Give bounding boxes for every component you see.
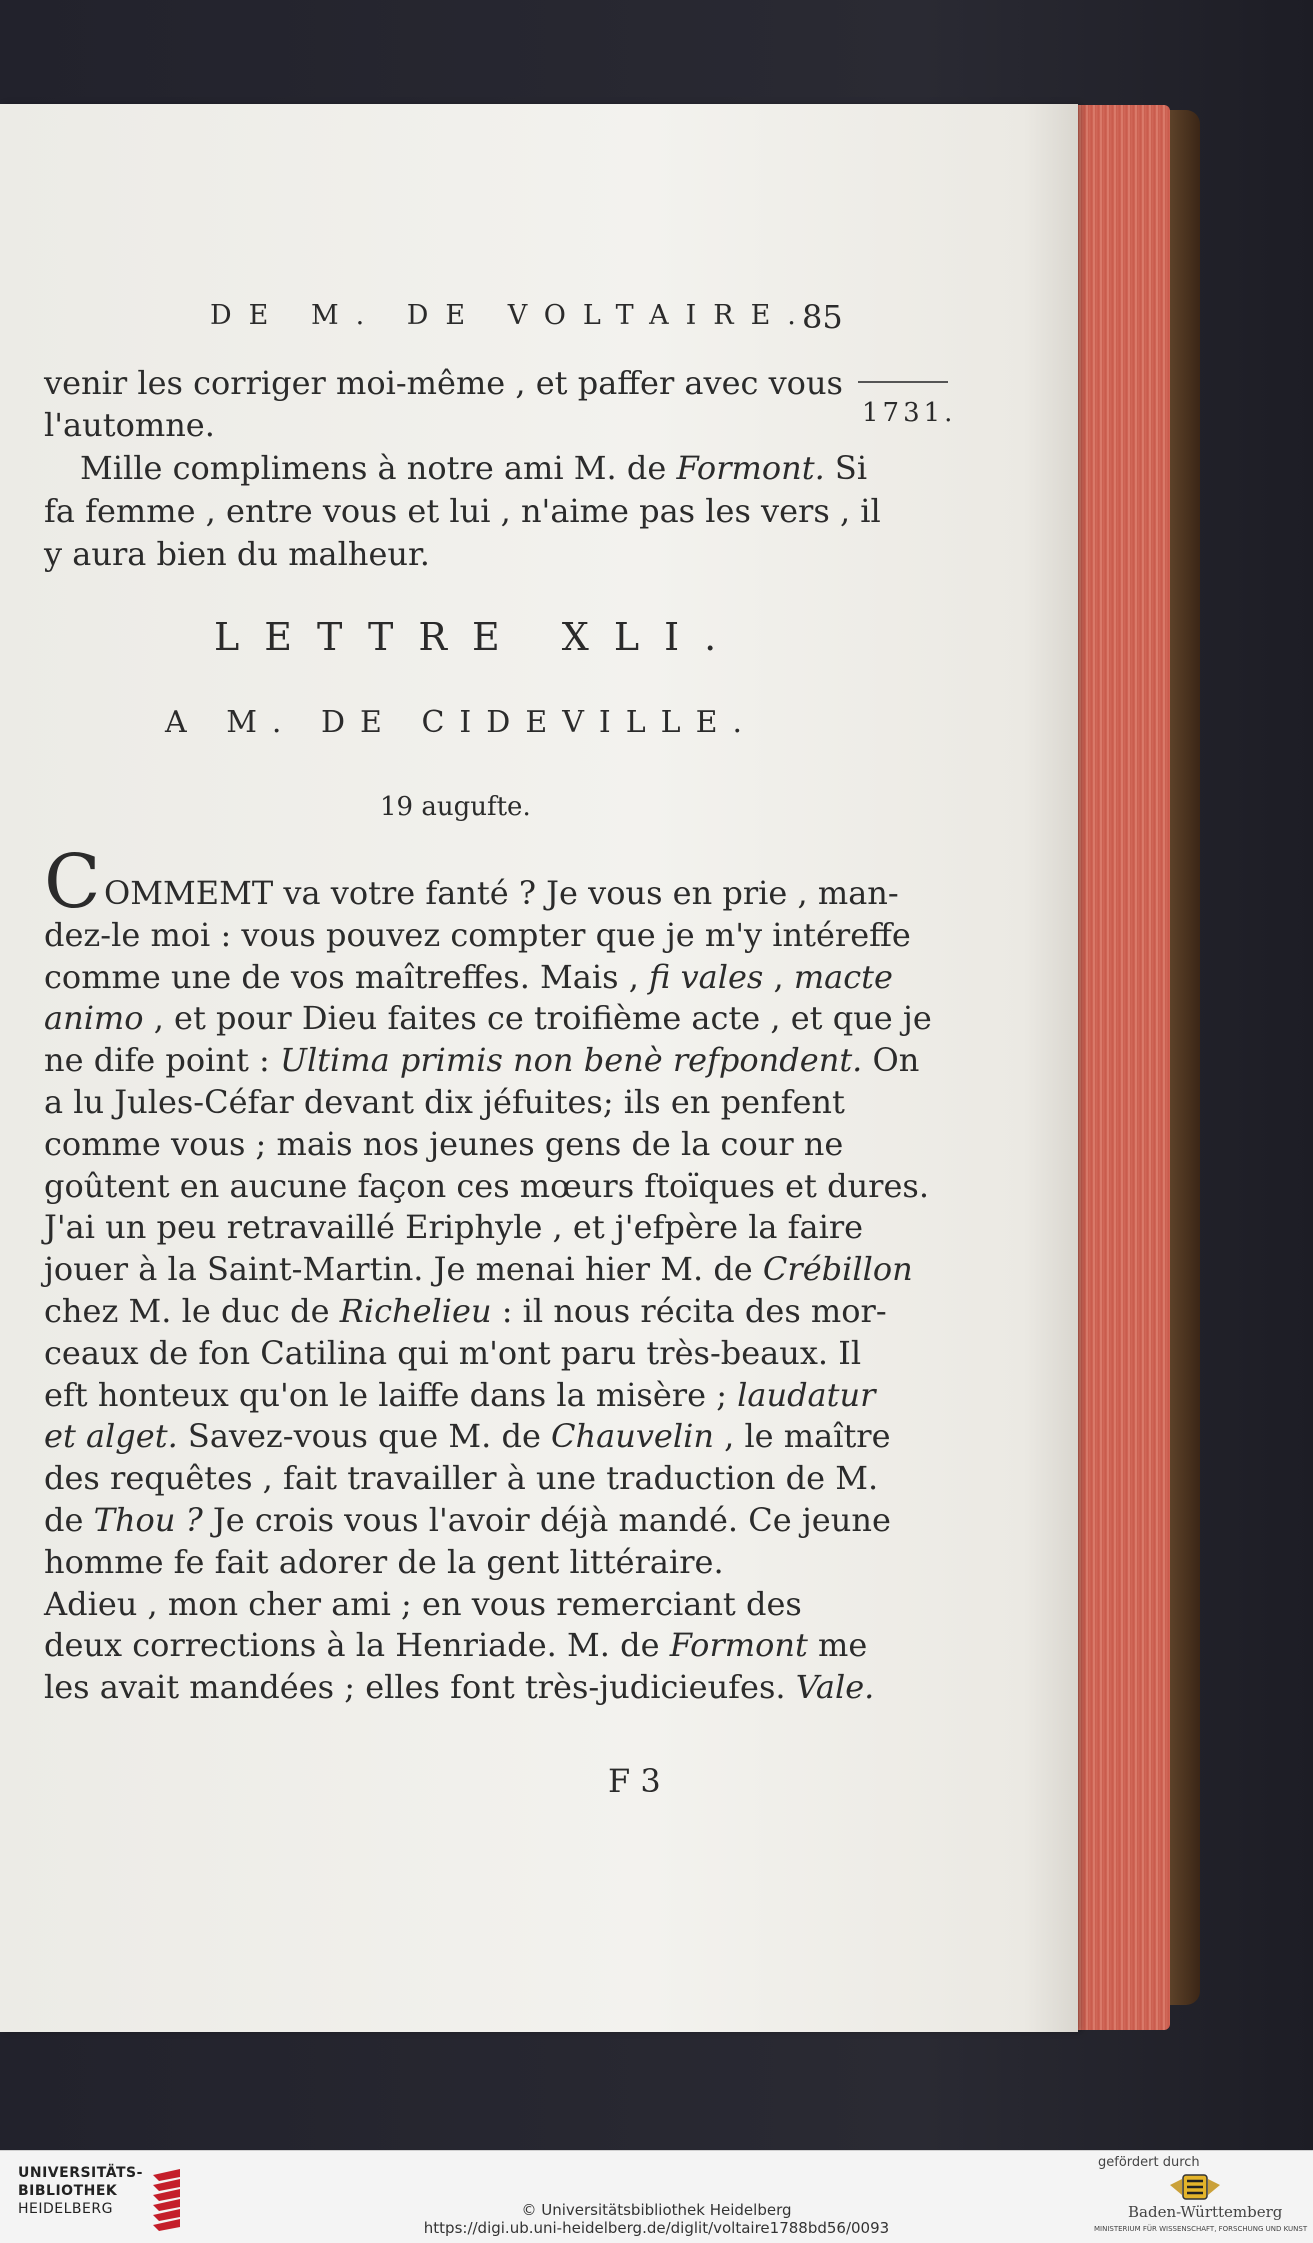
letter-line <box>44 1666 874 1708</box>
coat-of-arms-icon <box>1168 2171 1222 2201</box>
letter-line <box>44 1332 861 1374</box>
text-segment: , le maître <box>713 1417 891 1456</box>
italic-segment: laudatur <box>737 1375 876 1414</box>
text-segment: des requêtes , fait travailler à une traduction de M. <box>44 1459 879 1498</box>
italic-segment: Thou ? <box>93 1501 203 1539</box>
text-segment: goûtent en aucune façon ces mœurs ftoïques et dures. <box>44 1166 929 1205</box>
text-segment: Je crois vous l'avoir déjà mandé. Ce jeune <box>202 1501 891 1539</box>
text-segment: , <box>763 957 794 996</box>
text-segment: Mille complimens à notre ami M. de <box>80 449 677 487</box>
permalink-url[interactable]: https://digi.ub.uni-heidelberg.de/diglit/voltaire1788bd56/0093 <box>423 2219 890 2237</box>
margin-year: 1731. <box>862 398 957 428</box>
sponsor-label: gefördert durch <box>1098 2155 1200 2170</box>
letter-line <box>44 1206 863 1248</box>
text-segment: a lu Jules-Céfar devant dix jéfuites; ils en penfent <box>44 1083 845 1121</box>
text-line: venir les corriger moi-même , et paffer avec vous <box>44 364 843 402</box>
text-segment: J'ai un peu retravaillé Eriphyle , et j'efpère la faire <box>44 1208 864 1247</box>
sponsor-subtitle: MINISTERIUM FÜR WISSENSCHAFT, FORSCHUNG UND KUNST <box>1094 2225 1308 2233</box>
letter-line <box>44 1165 929 1207</box>
letter-line <box>44 956 893 998</box>
text-segment: jouer à la Saint-Martin. Je menai hier M. de <box>44 1250 763 1289</box>
text-line: l'automne. <box>44 406 215 444</box>
letter-line <box>44 1039 919 1081</box>
letter-line <box>44 1583 802 1625</box>
text-segment: On <box>862 1041 920 1080</box>
letter-line <box>44 1415 891 1457</box>
text-line: y aura bien du malheur. <box>44 535 430 573</box>
letter-title: LETTRE XLI. <box>214 615 742 659</box>
text-segment: , et pour Dieu faites ce troifième acte , et que je <box>143 999 932 1038</box>
text-segment: Savez-vous que M. de <box>177 1417 552 1456</box>
sponsor-name: Baden-Württemberg <box>1128 2203 1283 2221</box>
text-segment: : il nous récita des mor- <box>491 1292 887 1330</box>
italic-name: Formont. <box>676 449 825 487</box>
italic-segment: Crébillon <box>762 1250 913 1289</box>
letter-line <box>44 1248 913 1290</box>
text-line <box>80 447 867 489</box>
text-segment: dez-le moi : vous pouvez compter que je m'y intéreffe <box>44 915 911 954</box>
letter-line <box>44 1499 891 1541</box>
letter-line <box>44 1624 867 1666</box>
italic-segment: et alget. <box>44 1417 178 1456</box>
letter-line <box>44 1123 843 1165</box>
text-segment: Si <box>834 449 868 487</box>
running-head: DE M. DE VOLTAIRE. <box>210 300 813 331</box>
letter-line <box>44 1081 845 1123</box>
library-name-line: HEIDELBERG <box>18 2201 113 2217</box>
text-segment: les avait mandées ; elles font très-judicieufes. <box>44 1668 796 1707</box>
letter-line <box>44 1541 724 1583</box>
text-segment: OMMEMT va votre fanté ? Je vous en prie , man- <box>104 874 899 912</box>
library-name-line: BIBLIOTHEK <box>18 2183 118 2199</box>
text-segment: Adieu , mon cher ami ; en vous remerciant des <box>44 1584 802 1623</box>
text-line: fa femme , entre vous et lui , n'aime pas les vers , il <box>44 492 881 530</box>
footer <box>0 2150 1313 2243</box>
italic-segment: fi vales <box>649 957 764 996</box>
letter-addressee: A M. DE CIDEVILLE. <box>165 705 758 740</box>
italic-segment: animo <box>44 999 144 1038</box>
italic-segment: Formont <box>669 1626 808 1665</box>
letter-line <box>44 914 911 956</box>
letter-line <box>104 872 899 914</box>
italic-segment: Richelieu <box>339 1292 492 1330</box>
page-edges <box>1075 105 1170 2030</box>
letter-date: 19 augufte. <box>380 792 531 822</box>
text-segment: ne dife point : <box>44 1041 280 1080</box>
letter-line <box>44 997 932 1039</box>
text-segment: comme vous ; mais nos jeunes gens de la cour ne <box>44 1124 844 1163</box>
italic-segment: Vale. <box>795 1668 875 1707</box>
text-segment: ceaux de fon Catilina qui m'ont paru très-beaux. Il <box>44 1333 862 1372</box>
text-segment: chez M. le duc de <box>44 1292 340 1330</box>
text-segment: homme fe fait adorer de la gent littéraire. <box>44 1542 724 1581</box>
copyright-notice: © Universitätsbibliothek Heidelberg <box>521 2201 792 2219</box>
text-segment: comme une de vos maîtreffes. Mais , <box>44 957 650 996</box>
page-number: 85 <box>802 298 843 336</box>
italic-segment: Chauvelin <box>551 1417 714 1456</box>
library-name-line: UNIVERSITÄTS- <box>18 2165 143 2181</box>
text-segment: deux corrections à la Henriade. M. de <box>44 1626 670 1665</box>
signature-mark: F 3 <box>608 1762 661 1800</box>
italic-segment: Ultima primis non benè refpondent. <box>279 1041 863 1080</box>
drop-cap: C <box>44 839 101 925</box>
margin-rule <box>858 381 948 383</box>
text-segment: eft honteux qu'on le laiffe dans la misère ; <box>44 1375 738 1414</box>
italic-segment: macte <box>793 957 893 996</box>
text-segment: de <box>44 1501 94 1539</box>
letter-line <box>44 1374 875 1416</box>
letter-line <box>44 1457 878 1499</box>
letter-line <box>44 1290 887 1332</box>
text-segment: me <box>807 1626 868 1665</box>
